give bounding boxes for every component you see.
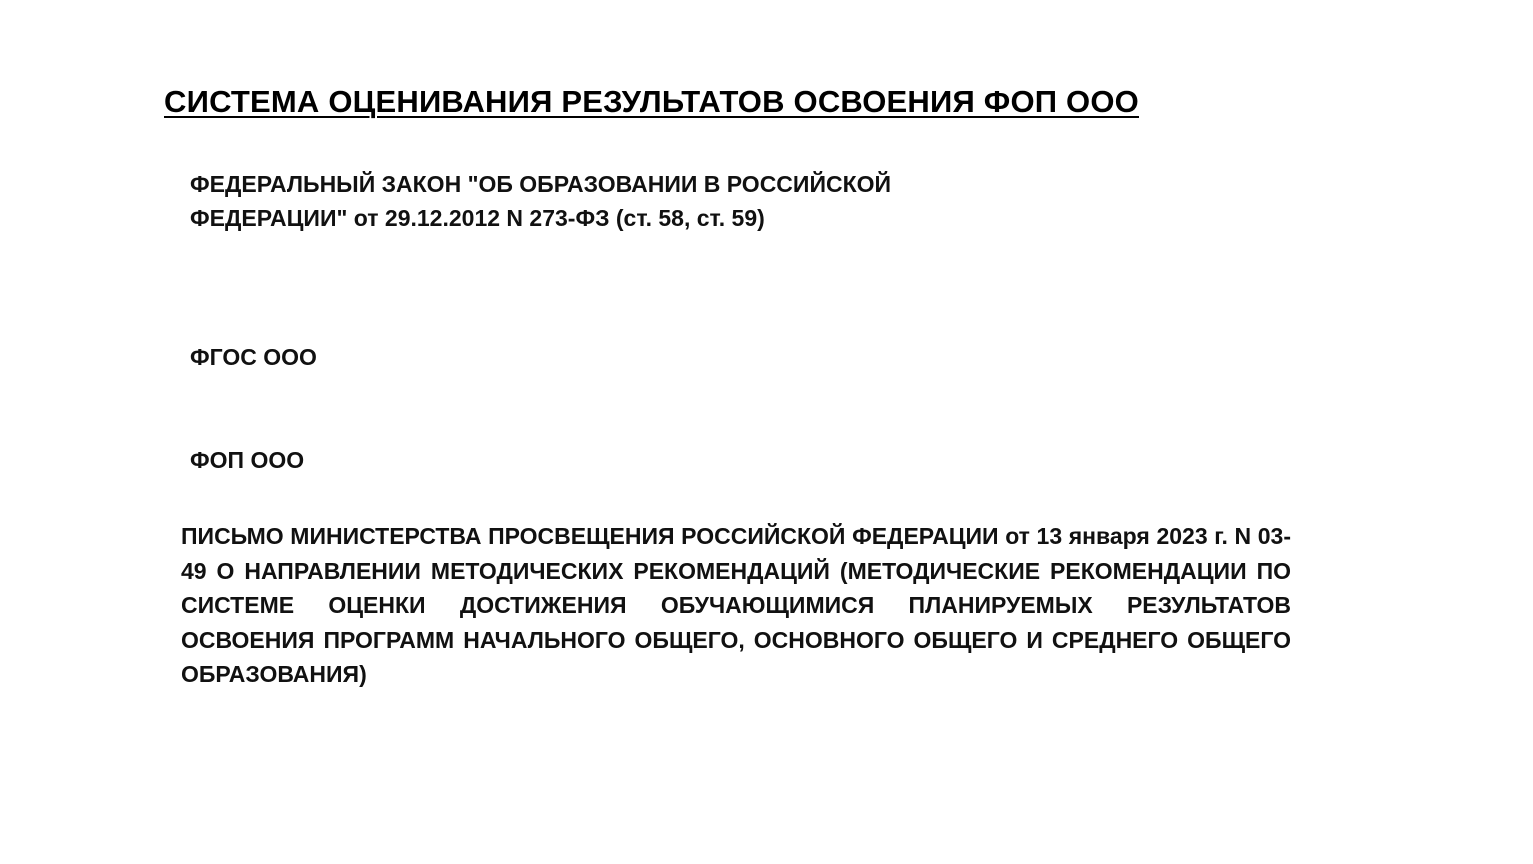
ministry-letter-reference: ПИСЬМО МИНИСТЕРСТВА ПРОСВЕЩЕНИЯ РОССИЙСКОЙ ФЕДЕРАЦИИ от 13 января 2023 г. N 03-49 О НАПРАВЛЕНИИ МЕТОДИЧЕСКИХ РЕКОМЕНДАЦИЙ (МЕТОДИЧЕСКИЕ РЕКОМЕНДАЦИИ ПО СИСТЕМЕ ОЦЕНКИ ДОСТИЖЕНИЯ ОБУЧАЮЩИМИСЯ ПЛАНИРУЕМЫХ РЕЗУЛЬТАТОВ ОСВОЕНИЯ ПРОГРАММ НАЧАЛЬНОГО ОБЩЕГО, ОСНОВНОГО ОБЩЕГО И СРЕДНЕГО ОБЩЕГО ОБРАЗОВАНИЯ) xyxy=(181,523,1291,687)
fop-reference: ФОП ООО xyxy=(190,447,305,473)
slide-title: СИСТЕМА ОЦЕНИВАНИЯ РЕЗУЛЬТАТОВ ОСВОЕНИЯ ФОП ООО xyxy=(164,84,1139,119)
fgos-reference: ФГОС ООО xyxy=(190,344,317,370)
federal-law-reference: ФЕДЕРАЛЬНЫЙ ЗАКОН "ОБ ОБРАЗОВАНИИ В РОССИЙСКОЙ ФЕДЕРАЦИИ" от 29.12.2012 N 273-ФЗ (ст. 58, ст. 59) xyxy=(190,171,892,231)
